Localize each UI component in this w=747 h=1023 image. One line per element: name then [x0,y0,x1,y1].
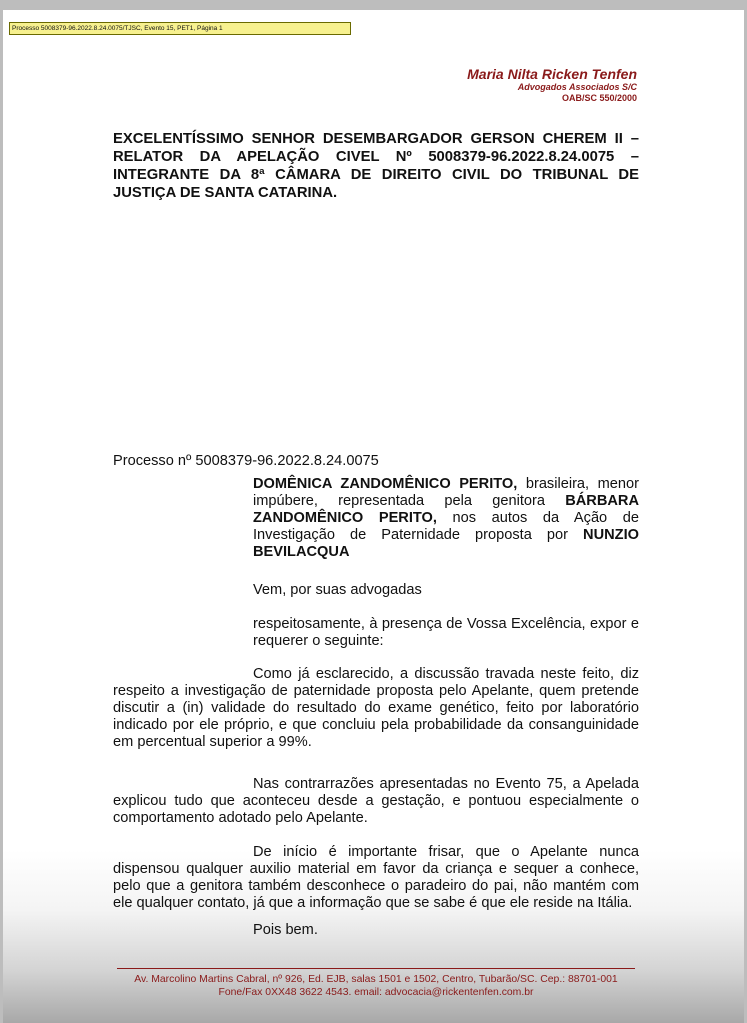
letterhead-subtitle: Advogados Associados S/C [517,82,637,92]
letterhead-oab: OAB/SC 550/2000 [561,93,637,103]
footer-address: Av. Marcolino Martins Cabral, nº 926, Ed. EJB, salas 1501 e 1502, Centro, Tubarão/SC. Cep.: 88701-001 [134,974,618,985]
letterhead [467,66,637,104]
footer [103,973,649,999]
intro-paragraph [253,476,639,561]
paragraph-3 [113,844,639,912]
intro-text-2: nos autos da Ação de Investigação de Paternidade proposta por [253,510,639,543]
footer-divider [117,968,635,969]
paragraph-2 [113,776,639,827]
paragraph-2-text: Nas contrarrazões apresentadas no Evento 75, a Apelada explicou tudo que aconteceu desde a gestação, e pontuou especialmente o comportamento adotado pelo Apelante. [113,776,639,826]
process-number: Processo nº 5008379-96.2022.8.24.0075 [113,453,379,469]
addressee-heading: EXCELENTÍSSIMO SENHOR DESEMBARGADOR GERSON CHEREM II – RELATOR DA APELAÇÃO CIVEL Nº 5008379-96.2022.8.24.0075 – INTEGRANTE DA 8ª CÂMARA DE DIREITO CIVIL DO TRIBUNAL DE JUSTIÇA DE SANTA CATARINA. [113,131,639,201]
pois-bem: Pois bem. [253,922,318,938]
respeitosamente-paragraph: respeitosamente, à presença de Vossa Excelência, expor e requerer o seguinte: [253,616,639,649]
guardian-name: BÁRBARA ZANDOMÊNICO PERITO, [253,493,639,526]
vem-line: Vem, por suas advogadas [253,582,422,598]
letterhead-name: Maria Nilta Ricken Tenfen [467,66,637,82]
document-page [3,10,744,1023]
paragraph-1-text: Como já esclarecido, a discussão travada neste feito, diz respeito a investigação de paternidade proposta pelo Apelante, quem pretende discutir a (in) validade do resultado do exame genético, feito por laboratório indicado por ele próprio, e que concluiu pela probabilidade da consanguinidade em percentual superior a 99%. [113,666,639,750]
process-stamp: Processo 5008379-96.2022.8.24.0075/TJSC, Evento 15, PET1, Página 1 [9,22,351,35]
paragraph-1 [113,666,639,751]
intro-text-1: brasileira, menor impúbere, representada pela genitora [253,476,639,509]
opponent-name: NUNZIO BEVILACQUA [253,527,639,560]
footer-contact: Fone/Fax 0XX48 3622 4543. email: advocacia@rickentenfen.com.br [218,987,534,998]
paragraph-3-text: De início é importante frisar, que o Apelante nunca dispensou qualquer auxilio material em favor da criança e sequer a conhece, pelo que a genitora também desconhece o paradeiro do pai, não mantém com ele qualquer contato, já que a informação que se sabe é que ele reside na Itália. [113,844,639,911]
party-name: DOMÊNICA ZANDOMÊNICO PERITO, [253,476,518,492]
